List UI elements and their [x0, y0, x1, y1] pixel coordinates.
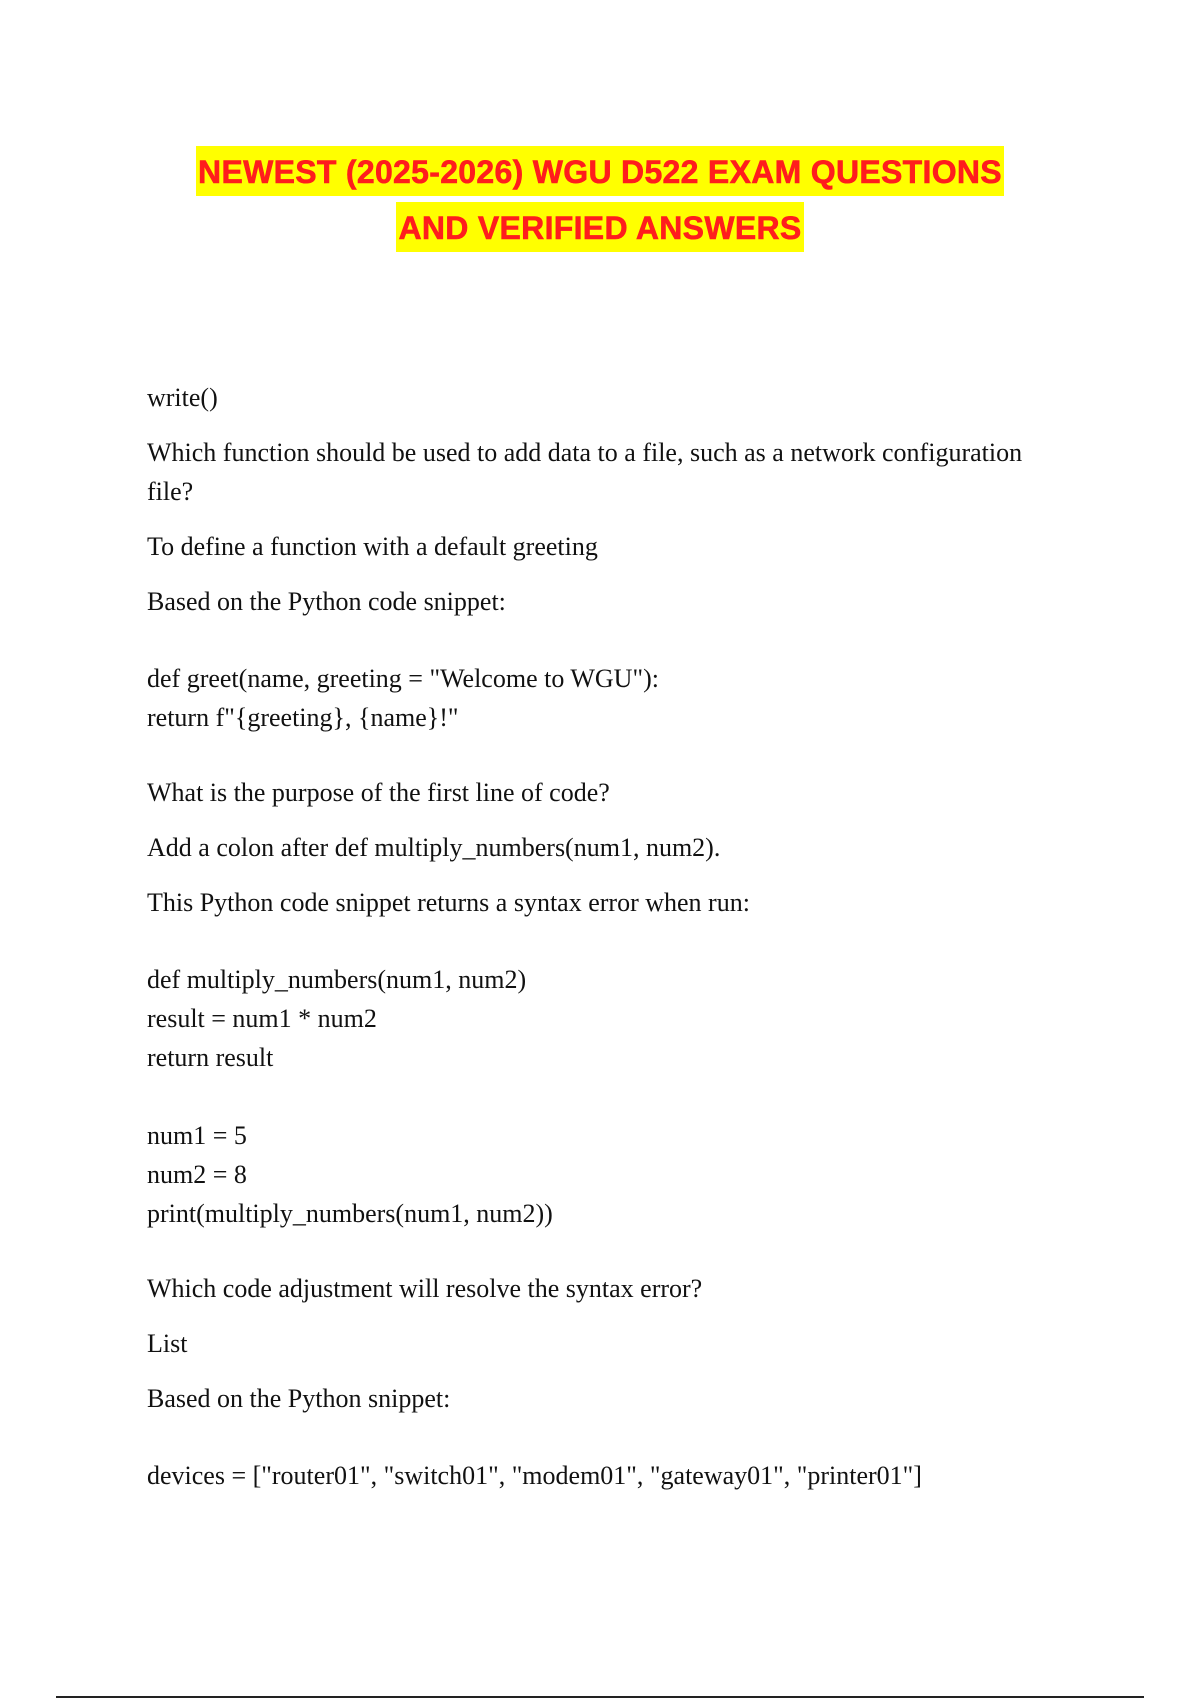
code-line: return f"{greeting}, {name}!" [147, 703, 459, 732]
title-line-2: AND VERIFIED ANSWERS [396, 202, 803, 252]
question-intro: This Python code snippet returns a syntax error when run: [147, 888, 750, 917]
question-intro: Based on the Python snippet: [147, 1384, 451, 1413]
answer-text: List [147, 1329, 188, 1358]
code-snippet [147, 1456, 1047, 1495]
code-line: return result [147, 1043, 274, 1072]
code-snippet [147, 960, 1047, 1233]
code-blank-line [147, 1077, 1047, 1116]
code-line: result = num1 * num2 [147, 1004, 377, 1033]
page-bottom-rule [56, 1696, 1144, 1698]
question-text: Which code adjustment will resolve the syntax error? [147, 1274, 703, 1303]
code-line: print(multiply_numbers(num1, num2)) [147, 1199, 553, 1228]
code-line: num1 = 5 [147, 1121, 247, 1150]
code-snippet [147, 659, 1047, 737]
answer-text: To define a function with a default greeting [147, 532, 598, 561]
answer-text: Add a colon after def multiply_numbers(num1, num2). [147, 833, 721, 862]
code-line: def greet(name, greeting = "Welcome to WGU"): [147, 664, 659, 693]
document-title [0, 146, 1200, 252]
title-line-1: NEWEST (2025-2026) WGU D522 EXAM QUESTIONS [196, 146, 1004, 196]
question-intro: Based on the Python code snippet: [147, 587, 506, 616]
question-text: Which function should be used to add data to a file, such as a network configuration file? [147, 438, 1023, 506]
answer-text: write() [147, 383, 218, 412]
document-body [147, 378, 1047, 1495]
code-line: def multiply_numbers(num1, num2) [147, 965, 527, 994]
question-text: What is the purpose of the first line of code? [147, 778, 610, 807]
code-line: devices = ["router01", "switch01", "modem01", "gateway01", "printer01"] [147, 1461, 922, 1490]
code-line: num2 = 8 [147, 1160, 247, 1189]
